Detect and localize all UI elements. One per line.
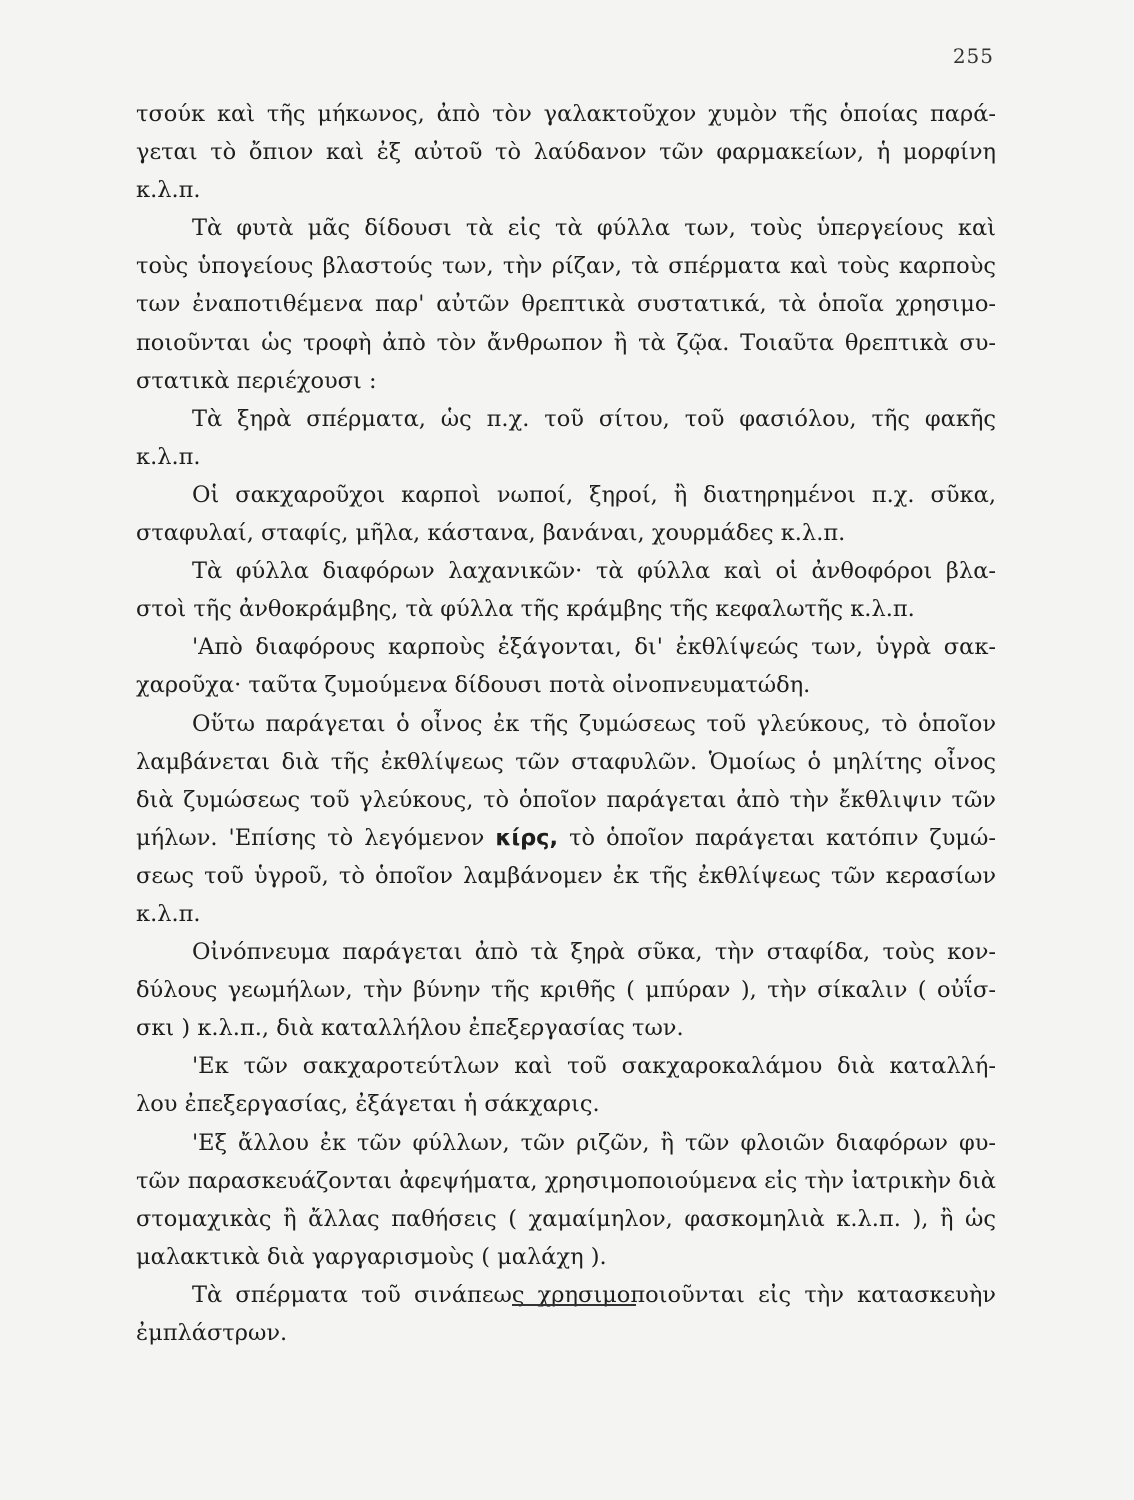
text-line: τσούκ καὶ τῆς μήκωνος, ἀπὸ τὸν γαλακτοῦχον χυμὸν τῆς ὁποίας παρά- xyxy=(136,101,996,127)
text-line: χαροῦχα· ταῦτα ζυμούμενα δίδουσι ποτὰ οἰνοπνευματώδη. xyxy=(136,672,811,699)
text-line: τοὺς ὑπογείους βλαστούς των, τὴν ρίζαν, τὰ σπέρματα καὶ τοὺς καρποὺς xyxy=(136,253,996,280)
page-number: 255 xyxy=(952,44,994,68)
text-line: 'Εξ ἄλλου ἐκ τῶν φύλλων, τῶν ριζῶν, ἢ τῶν φλοιῶν διαφόρων φυ- xyxy=(192,1129,996,1156)
text-line: λαμβάνεται διὰ τῆς ἐκθλίψεως τῶν σταφυλῶν. Ὁμοίως ὁ μηλίτης οἶνος xyxy=(136,748,996,775)
text-line: κ.λ.π. xyxy=(136,900,201,927)
text-line: Τὰ σπέρματα τοῦ σινάπεως χρησιμοποιοῦνται εἰς τὴν κατασκευὴν xyxy=(192,1281,996,1308)
text-line: στοὶ τῆς ἀνθοκράμβης, τὰ φύλλα τῆς κράμβης τῆς κεφαλωτῆς κ.λ.π. xyxy=(136,596,915,623)
text-line: σταφυλαί, σταφίς, μῆλα, κάστανα, βανάναι, χουρμάδες κ.λ.π. xyxy=(136,520,846,547)
text-span: μήλων. 'Επίσης τὸ λεγόμενον xyxy=(136,824,485,851)
text-line: των ἐναποτιθέμενα παρ' αὐτῶν θρεπτικὰ συστατικά, τὰ ὁποῖα χρησιμο- xyxy=(136,291,996,318)
text-line: Οὕτω παράγεται ὁ οἶνος ἐκ τῆς ζυμώσεως τοῦ γλεύκους, τὸ ὁποῖον xyxy=(192,710,996,737)
text-line: Οἱ σακχαροῦχοι καρποὶ νωποί, ξηροί, ἢ διατηρημένοι π.χ. σῦκα, xyxy=(192,481,996,508)
text-line: διὰ ζυμώσεως τοῦ γλεύκους, τὸ ὁποῖον παράγεται ἀπὸ τὴν ἔκθλιψιν τῶν xyxy=(136,786,996,813)
text-line: στομαχικὰς ἢ ἄλλας παθήσεις ( χαμαίμηλον, φασκομηλιὰ κ.λ.π. ), ἢ ὡς xyxy=(136,1205,996,1232)
text-line: Τὰ φυτὰ μᾶς δίδουσι τὰ εἰς τὰ φύλλα των, τοὺς ὑπεργείους καὶ xyxy=(192,215,996,242)
text-line: 'Εκ τῶν σακχαροτεύτλων καὶ τοῦ σακχαροκαλάμου διὰ καταλλή- xyxy=(192,1053,996,1080)
text-line: κ.λ.π. xyxy=(136,443,201,470)
text-line: γεται τὸ ὄπιον καὶ ἐξ αὐτοῦ τὸ λαύδανον τῶν φαρμακείων, ἡ μορφίνη xyxy=(136,139,996,166)
text-line: σεως τοῦ ὑγροῦ, τὸ ὁποῖον λαμβάνομεν ἐκ τῆς ἐκθλίψεως τῶν κερασίων xyxy=(136,862,996,889)
bold-term: κίρς, xyxy=(495,824,559,851)
text-line: Τὰ ξηρὰ σπέρματα, ὡς π.χ. τοῦ σίτου, τοῦ φασιόλου, τῆς φακῆς xyxy=(192,405,996,432)
section-divider xyxy=(512,1304,636,1306)
text-line: Οἰνόπνευμα παράγεται ἀπὸ τὰ ξηρὰ σῦκα, τὴν σταφίδα, τοὺς κον- xyxy=(192,939,996,966)
text-line xyxy=(136,819,996,857)
body-text xyxy=(136,95,996,1352)
text-line: τῶν παρασκευάζονται ἀφεψήματα, χρησιμοποιούμενα εἰς τὴν ἰατρικὴν διὰ xyxy=(136,1167,996,1194)
text-line: Τὰ φύλλα διαφόρων λαχανικῶν· τὰ φύλλα καὶ οἱ ἀνθοφόροι βλα- xyxy=(192,558,996,585)
text-line: κ.λ.π. xyxy=(136,177,201,204)
text-line: ποιοῦνται ὡς τροφὴ ἀπὸ τὸν ἄνθρωπον ἢ τὰ ζῷα. Τοιαῦτα θρεπτικὰ συ- xyxy=(136,329,996,356)
text-line: 'Απὸ διαφόρους καρποὺς ἐξάγονται, δι' ἐκθλίψεώς των, ὑγρὰ σακ- xyxy=(192,634,996,661)
text-line: λου ἐπεξεργασίας, ἐξάγεται ἡ σάκχαρις. xyxy=(136,1091,600,1118)
text-line: σκι ) κ.λ.π., διὰ καταλλήλου ἐπεξεργασίας των. xyxy=(136,1015,684,1042)
text-line: δύλους γεωμήλων, τὴν βύνην τῆς κριθῆς ( μπύραν ), τὴν σίκαλιν ( οὐΐσ- xyxy=(136,977,996,1004)
text-span: τὸ ὁποῖον παράγεται κατόπιν ζυμώ- xyxy=(569,824,996,851)
text-line: στατικὰ περιέχουσι : xyxy=(136,367,377,394)
text-line: ἐμπλάστρων. xyxy=(136,1320,288,1346)
text-line: μαλακτικὰ διὰ γαργαρισμοὺς ( μαλάχη ). xyxy=(136,1243,607,1270)
